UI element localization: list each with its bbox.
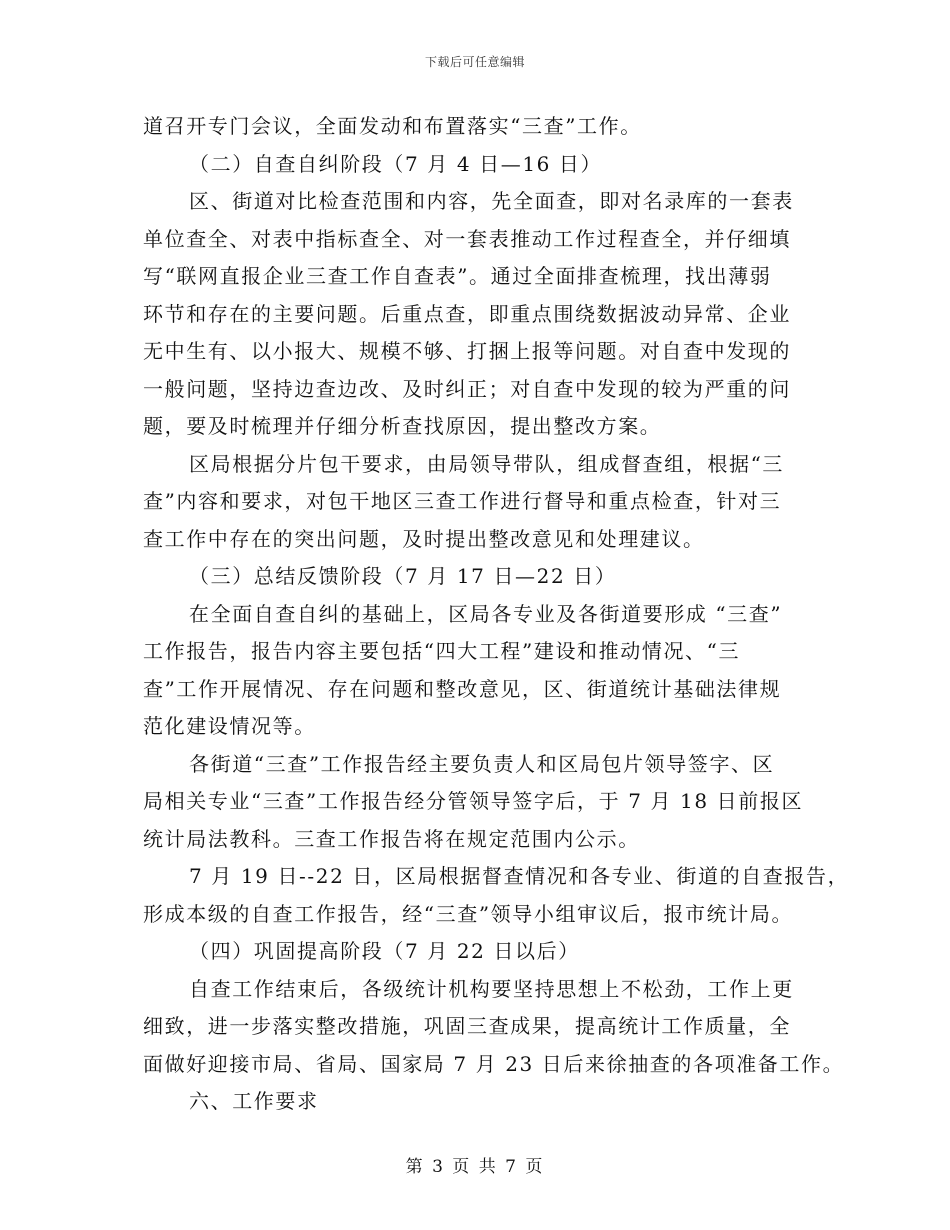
document-body bbox=[143, 108, 850, 1121]
text-line: 区局根据分片包干要求，由局领导带队，组成督查组，根据“三 bbox=[189, 451, 785, 476]
text-line: 一般问题，坚持边查边改、及时纠正；对自查中发现的较为严重的问 bbox=[143, 376, 791, 401]
text-line: 形成本级的自查工作报告，经“三查”领导小组审议后，报市统计局。 bbox=[143, 901, 794, 926]
text-line: 范化建设情况等。 bbox=[143, 714, 316, 738]
text-line: 查”工作开展情况、存在问题和整改意见，区、街道统计基础法律规 bbox=[143, 676, 782, 701]
text-line: （四）巩固提高阶段（7 月 22 日以后） bbox=[189, 939, 580, 963]
text-line: 7 月 19 日--22 日，区局根据督查情况和各专业、街道的自查报告， bbox=[189, 864, 850, 888]
text-line: 在全面自查自纠的基础上，区局各专业及各街道要形成 “三查” bbox=[189, 601, 783, 626]
text-line: 无中生有、以小报大、规模不够、打捆上报等问题。对自查中发现的 bbox=[143, 339, 791, 363]
text-line: 面做好迎接市局、省局、国家局 7 月 23 日后来徐抽查的各项准备工作。 bbox=[143, 1051, 845, 1076]
text-line: 各街道“三查”工作报告经主要负责人和区局包片领导签字、区 bbox=[189, 751, 775, 776]
text-line: 统计局法教科。三查工作报告将在规定范围内公示。 bbox=[143, 826, 640, 851]
text-line: 细致，进一步落实整改措施，巩固三查成果，提高统计工作质量，全 bbox=[143, 1014, 791, 1038]
text-line: （二）自查自纠阶段（7 月 4 日—16 日） bbox=[189, 151, 603, 176]
text-line: 六、工作要求 bbox=[189, 1089, 319, 1113]
text-line: 道召开专门会议，全面发动和布置落实“三查”工作。 bbox=[143, 114, 642, 138]
text-line: 区、街道对比检查范围和内容，先全面查，即对名录库的一套表 bbox=[189, 189, 794, 213]
text-line: 局相关专业“三查”工作报告经分管领导签字后，于 7 月 18 日前报区 bbox=[143, 789, 804, 813]
text-line: （三）总结反馈阶段（7 月 17 日—22 日） bbox=[189, 564, 617, 588]
text-line: 单位查全、对表中指标查全、对一套表推动工作过程查全，并仔细填 bbox=[143, 226, 791, 251]
page-header: 下载后可任意编辑 bbox=[424, 55, 525, 69]
text-line: 查”内容和要求，对包干地区三查工作进行督导和重点检查，针对三 bbox=[143, 489, 782, 513]
text-line: 工作报告，报告内容主要包括“四大工程”建设和推动情况、“三 bbox=[143, 639, 741, 663]
text-line: 写“联网直报企业三查工作自查表”。通过全面排查梳理，找出薄弱 bbox=[143, 264, 772, 288]
text-line: 查工作中存在的突出问题，及时提出整改意见和处理建议。 bbox=[143, 526, 705, 551]
text-line: 环节和存在的主要问题。后重点查，即重点围绕数据波动异常、企业 bbox=[143, 301, 791, 326]
text-line: 自查工作结束后，各级统计机构要坚持思想上不松劲，工作上更 bbox=[189, 976, 794, 1001]
text-line: 题，要及时梳理并仔细分析查找原因，提出整改方案。 bbox=[143, 414, 662, 438]
page-footer: 第 3 页 共 7 页 bbox=[405, 1157, 545, 1177]
